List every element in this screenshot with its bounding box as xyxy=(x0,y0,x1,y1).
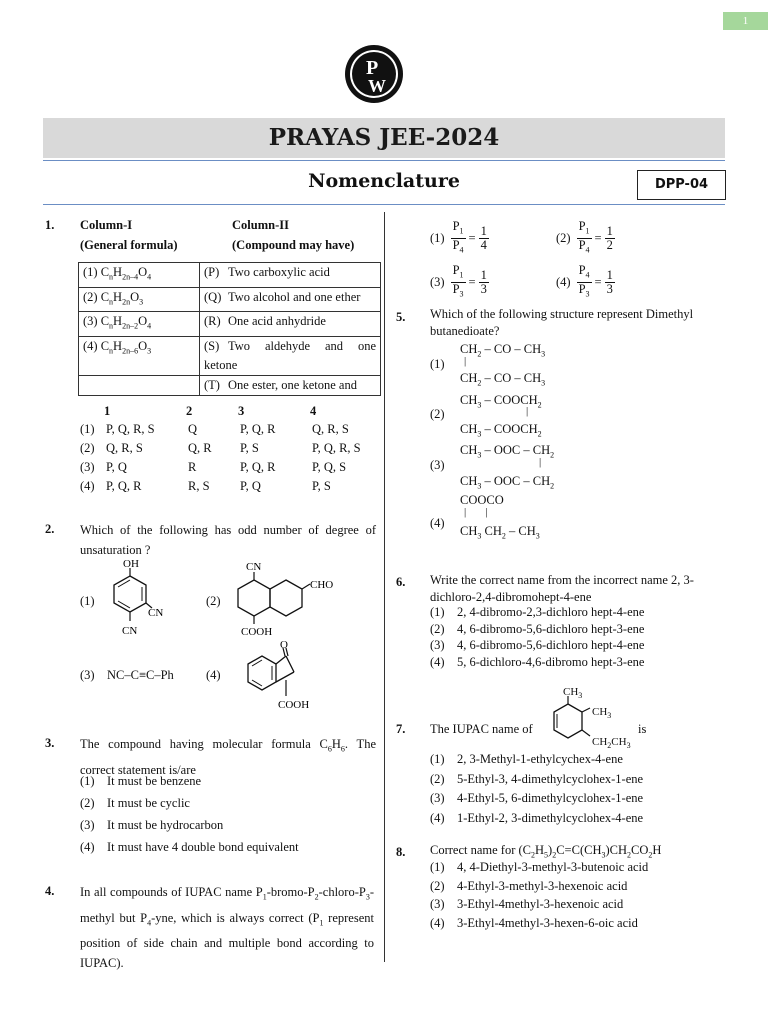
question-number: 7. xyxy=(396,722,406,736)
answer-options xyxy=(430,605,730,671)
row-text: Two alcohol and one ether xyxy=(228,289,361,304)
question-number: 5. xyxy=(396,310,406,324)
option-label: (3) xyxy=(430,897,445,911)
option-label: (3) xyxy=(430,638,445,652)
fraction-rhs: $\frac{1}{3}$ xyxy=(606,267,613,296)
list-item xyxy=(430,772,730,792)
question-text: is xyxy=(638,722,647,736)
row-key: (T) xyxy=(204,377,220,392)
table-cell: (2) $C_nH_{2n}O_3$ xyxy=(79,287,200,312)
list-item xyxy=(80,818,380,840)
answer-cell: P, Q xyxy=(106,460,127,474)
answer-cell: P, Q xyxy=(240,479,261,493)
question-number: 3. xyxy=(45,736,55,750)
table-cell xyxy=(200,336,381,375)
row-key: (R) xyxy=(204,314,221,328)
option-label: (4) xyxy=(430,654,445,669)
table-row xyxy=(79,336,381,375)
question-number: 2. xyxy=(45,522,55,536)
column-heading: Column-I xyxy=(80,218,133,232)
page-title: PRAYAS JEE-2024 xyxy=(268,124,500,151)
table-cell: (3) $C_nH_{2n-2}O_4$ xyxy=(79,312,200,337)
option-text: 2, 3-Methyl-1-ethylcychex-4-ene xyxy=(457,752,623,766)
option-label: (2) xyxy=(556,230,571,245)
structure-line: $CH_3$ $CH_2 - CH_3$ xyxy=(460,524,540,541)
question-number: 8. xyxy=(396,845,406,859)
logo-letter-p: P xyxy=(366,57,379,79)
fraction xyxy=(577,264,615,300)
question-number: 4. xyxy=(45,884,55,898)
answer-option xyxy=(80,479,380,498)
question-text: Which of the following has odd number of degree of unsaturation ? xyxy=(80,523,376,557)
list-item xyxy=(430,860,730,879)
list-item xyxy=(430,897,730,916)
table-row xyxy=(79,375,381,395)
list-item xyxy=(430,622,730,639)
table-row xyxy=(79,287,381,312)
column-number: 3 xyxy=(238,404,245,418)
option-label: (3) xyxy=(430,274,445,289)
list-item xyxy=(430,752,730,772)
option-text: NC–C≡C–Ph xyxy=(107,668,174,682)
fraction xyxy=(451,220,489,256)
option-label: (1) xyxy=(430,230,445,245)
fraction-option xyxy=(556,264,615,300)
answer-options xyxy=(430,860,730,934)
cooh-label: COOH xyxy=(278,699,310,711)
option-label: (3) xyxy=(80,668,95,682)
structure-line: $CH_2$ – CO – $CH_3$ xyxy=(460,371,546,388)
structure-line: $CH_3$ – $COOCH_2$ xyxy=(460,393,542,410)
option-text: 5, 6-dichloro-4,6-dibromo hept-3-ene xyxy=(457,654,645,669)
option-label: (4) xyxy=(430,915,445,930)
table-row xyxy=(79,263,381,288)
bond-line: | xyxy=(539,456,542,468)
option-text: 5-Ethyl-3, 4-dimethylcyclohex-1-ene xyxy=(457,771,644,786)
option-label: (2) xyxy=(430,621,445,636)
ethyl-label: $CH_2CH_3$ xyxy=(592,736,631,751)
answer-cell: P, Q, R xyxy=(240,460,276,474)
option-label: (1) xyxy=(430,860,445,874)
option-label: (1) xyxy=(430,357,445,371)
table-cell xyxy=(200,263,381,288)
answer-options xyxy=(430,218,730,302)
option-text: 1-Ethyl-2, 3-dimethylcyclohex-4-ene xyxy=(457,810,644,825)
option-text: 4-Ethyl-3-methyl-3-hexenoic acid xyxy=(457,878,628,893)
column-subheading: (Compound may have) xyxy=(232,238,355,252)
answer-cell: R xyxy=(188,460,197,474)
answer-options xyxy=(80,774,380,862)
fraction-lhs: $\frac{P_1}{P_4}$ xyxy=(452,219,464,254)
column-divider xyxy=(384,212,385,962)
oh-label: OH xyxy=(123,558,139,570)
structure-line: $CH_2$ – CO – $CH_3$ xyxy=(460,342,546,359)
equals-sign: = xyxy=(594,230,602,245)
ch3-label: $CH_3$ xyxy=(563,686,583,701)
fraction-lhs: $\frac{P_1}{P_4}$ xyxy=(578,219,590,254)
option-label: (3) xyxy=(430,791,445,805)
answer-option xyxy=(80,441,380,460)
list-item xyxy=(430,879,730,898)
cn-label: CN xyxy=(122,625,138,637)
question-text: In all compounds of IUPAC name $P_1-bromo-P_2-chloro-P_3$-methyl but $P_4$-yne, which is always correct ($P_1$ represent position of side chain and multiple bond according to IUPAC). xyxy=(80,885,374,970)
option-text: 4, 6-dibromo-5,6-dichloro hept-4-ene xyxy=(457,638,645,652)
match-table xyxy=(78,262,381,396)
list-item xyxy=(430,811,730,831)
answer-cell: Q, R, S xyxy=(312,422,349,436)
page-subtitle: Nomenclature xyxy=(308,170,460,192)
list-item xyxy=(80,796,380,818)
indanone-structure xyxy=(228,640,328,716)
option-label: (2) xyxy=(430,771,445,786)
option-label: (1) xyxy=(80,774,95,788)
answer-header xyxy=(80,404,380,422)
structure-line: COOCO xyxy=(460,493,504,507)
divider-line xyxy=(43,204,725,205)
list-item xyxy=(430,916,730,935)
fraction-option xyxy=(556,220,615,256)
option-label: (2) xyxy=(430,878,445,893)
option-text: 3-Ethyl-4methyl-3-hexen-6-oic acid xyxy=(457,915,638,930)
option-label: (4) xyxy=(556,274,571,289)
option-text: It must be hydrocarbon xyxy=(107,818,224,832)
answer-cell: (1) xyxy=(80,422,95,436)
fraction xyxy=(577,220,615,256)
answer-cell: R, S xyxy=(188,479,210,493)
option-text: 3-Ethyl-4methyl-3-hexenoic acid xyxy=(457,897,624,911)
option-text: 4, 4-Diethyl-3-methyl-3-butenoic acid xyxy=(457,860,649,874)
answer-cell: P, Q, R, S xyxy=(106,422,155,436)
answer-options xyxy=(80,404,380,498)
fraction-rhs: $\frac{1}{2}$ xyxy=(606,223,613,252)
table-cell xyxy=(200,312,381,337)
ch3-label: $CH_3$ xyxy=(592,706,612,721)
answer-cell: P, Q, R xyxy=(106,479,142,493)
question-text: The IUPAC name of xyxy=(430,722,533,736)
question-text: Correct name for $(C_2H_5)_2C=C(CH_3)CH_2CO_2H$ xyxy=(430,843,662,860)
table-cell xyxy=(200,287,381,312)
answer-cell: Q, R xyxy=(188,441,212,455)
equals-sign: = xyxy=(468,230,476,245)
cho-label: CHO xyxy=(310,579,334,591)
option-label: (4) xyxy=(80,840,95,854)
bond-line: | xyxy=(464,355,467,367)
answer-cell: P, Q, R xyxy=(240,422,276,436)
question-number: 1. xyxy=(45,218,55,232)
list-item xyxy=(430,655,730,672)
o-label: O xyxy=(280,640,288,651)
row-key: (Q) xyxy=(204,289,222,304)
option-label: (4) xyxy=(430,810,445,825)
answer-option xyxy=(80,422,380,441)
answer-cell: P, Q, S xyxy=(312,460,347,474)
table-cell: (1) $C_nH_{2n-4}O_4$ xyxy=(79,263,200,288)
page-number: 1 xyxy=(723,12,768,30)
row-text: Two carboxylic acid xyxy=(228,265,330,279)
cooh-label: COOH xyxy=(241,626,273,638)
option-text: It must be cyclic xyxy=(107,796,190,810)
row-text: One ester, one ketone and xyxy=(228,377,357,392)
option-text: 4, 6-dibromo-5,6-dichloro hept-3-ene xyxy=(457,621,645,636)
pw-logo-icon xyxy=(344,44,404,104)
table-cell xyxy=(200,375,381,395)
fraction xyxy=(451,264,489,300)
dpp-badge: DPP-04 xyxy=(637,170,726,200)
fraction-option xyxy=(430,220,489,256)
fraction-rhs: $\frac{1}{3}$ xyxy=(480,267,487,296)
equals-sign: = xyxy=(468,274,476,289)
answer-cell: Q, R, S xyxy=(106,441,143,455)
column-number: 2 xyxy=(186,404,193,418)
option-text: 4-Ethyl-5, 6-dimethylcyclohex-1-ene xyxy=(457,791,644,805)
row-key: (S) xyxy=(204,338,220,353)
answer-option xyxy=(80,460,380,479)
question-text: Write the correct name from the incorrect name 2, 3-dichloro-2,4-dibromohept-4-ene xyxy=(430,573,694,604)
decalin-structure xyxy=(224,558,344,640)
table-cell: (4) $C_nH_{2n-6}O_3$ xyxy=(79,336,200,375)
structure-line: $CH_3$ – OOC – $CH_2$ xyxy=(460,474,555,491)
bond-line: | | xyxy=(464,506,488,518)
benzene-structure xyxy=(96,558,176,640)
option-label: (4) xyxy=(430,516,445,530)
option-label: (1) xyxy=(430,605,445,619)
answer-cell: P, Q, R, S xyxy=(312,441,361,455)
fraction-lhs: $\frac{P_4}{P_3}$ xyxy=(578,263,590,298)
question-text: Which of the following structure represent Dimethyl butanedioate? xyxy=(430,307,694,338)
equals-sign: = xyxy=(594,274,602,289)
option-text: 2, 4-dibromo-2,3-dichloro hept-4-ene xyxy=(457,605,645,619)
option-text: It must have 4 double bond equivalent xyxy=(107,840,299,854)
cn-label: CN xyxy=(246,561,262,573)
option-label: (4) xyxy=(206,668,221,682)
column-heading: Column-II xyxy=(232,218,289,232)
column-number: 1 xyxy=(104,404,111,418)
logo-letter-w: W xyxy=(368,76,386,96)
option-label: (2) xyxy=(430,407,445,421)
bond-line: | xyxy=(526,405,529,417)
fraction-lhs: $\frac{P_1}{P_3}$ xyxy=(452,263,464,298)
row-text: One acid anhydride xyxy=(228,314,326,328)
cn-label: CN xyxy=(148,607,164,619)
column-subheading: (General formula) xyxy=(80,238,178,252)
list-item xyxy=(80,840,380,862)
option-text: It must be benzene xyxy=(107,774,202,788)
answer-cell: (4) xyxy=(80,479,95,493)
answer-cell: P, S xyxy=(312,479,331,493)
column-number: 4 xyxy=(310,404,317,418)
answer-options xyxy=(430,752,730,830)
row-key: (P) xyxy=(204,265,220,279)
list-item xyxy=(430,605,730,622)
option-label: (2) xyxy=(206,594,221,608)
option-label: (1) xyxy=(430,752,445,766)
list-item xyxy=(430,638,730,655)
structure-line: $CH_3$ – $COOCH_2$ xyxy=(460,422,542,439)
table-row xyxy=(79,312,381,337)
divider-line xyxy=(43,160,725,161)
row-text: Two aldehyde and one ketone xyxy=(204,338,376,372)
pw-logo xyxy=(344,44,404,104)
list-item xyxy=(430,791,730,811)
answer-cell: Q xyxy=(188,422,198,436)
answer-cell: P, S xyxy=(240,441,259,455)
question-number: 6. xyxy=(396,575,406,589)
fraction-rhs: $\frac{1}{4}$ xyxy=(480,223,487,252)
answer-cell: (2) xyxy=(80,441,95,455)
option-label: (3) xyxy=(80,818,95,832)
option-label: (3) xyxy=(430,458,445,472)
answer-cell: (3) xyxy=(80,460,95,474)
option-label: (1) xyxy=(80,594,95,608)
fraction-option xyxy=(430,264,489,300)
table-cell xyxy=(79,375,200,395)
question-text: The compound having molecular formula $C_6H_6$. The correct statement is/are xyxy=(80,737,376,777)
option-label: (2) xyxy=(80,796,95,810)
structure-line: $CH_3$ – OOC – $CH_2$ xyxy=(460,443,555,460)
list-item xyxy=(80,774,380,796)
